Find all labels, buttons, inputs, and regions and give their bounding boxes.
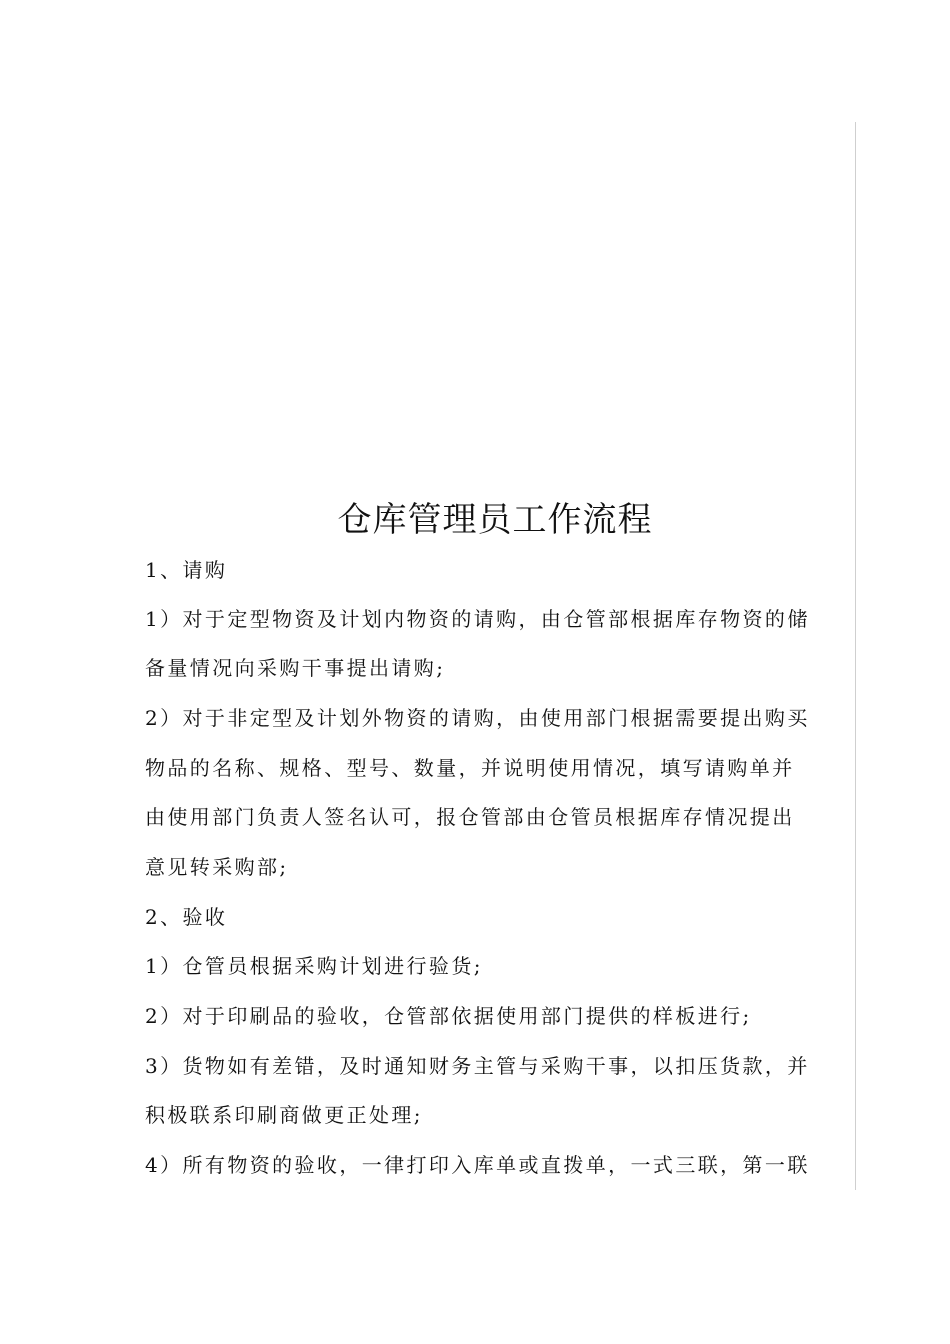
paragraph-line: 备量情况向采购干事提出请购; — [145, 656, 446, 680]
section-heading-requisition: 1、请购 — [145, 558, 228, 582]
paragraph-line: 2）对于印刷品的验收，仓管部依据使用部门提供的样板进行; — [145, 1004, 752, 1028]
paragraph-line: 2）对于非定型及计划外物资的请购，由使用部门根据需要提出购买 — [145, 706, 810, 730]
document-title: 仓库管理员工作流程 — [337, 500, 653, 540]
paragraph-line: 物品的名称、规格、型号、数量，并说明使用情况，填写请购单并 — [145, 756, 795, 780]
paragraph-line: 3）货物如有差错，及时通知财务主管与采购干事，以扣压货款，并 — [145, 1054, 810, 1078]
section-heading-inspection: 2、验收 — [145, 905, 228, 929]
page-edge-rule — [855, 122, 856, 1190]
paragraph-line: 1）对于定型物资及计划内物资的请购，由仓管部根据库存物资的储 — [145, 607, 810, 631]
paragraph-line: 4）所有物资的验收，一律打印入库单或直拨单，一式三联，第一联 — [145, 1153, 810, 1177]
paragraph-line: 意见转采购部; — [145, 855, 289, 879]
paragraph-line: 1）仓管员根据采购计划进行验货; — [145, 954, 483, 978]
paragraph-line: 由使用部门负责人签名认可，报仓管部由仓管员根据库存情况提出 — [145, 805, 795, 829]
paragraph-line: 积极联系印刷商做更正处理; — [145, 1103, 423, 1127]
